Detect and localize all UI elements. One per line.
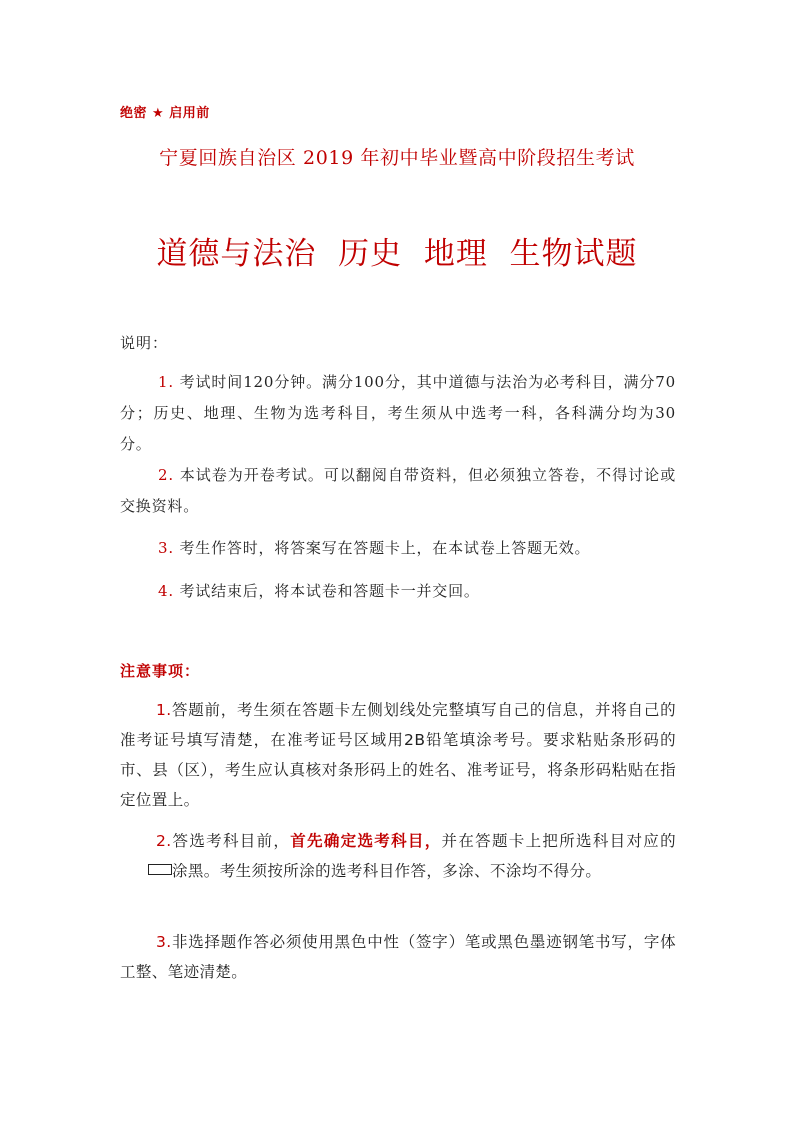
note-number: 1. (156, 701, 172, 719)
note-item-2 (120, 826, 676, 886)
instruction-text: 考试结束后，将本试卷和答题卡一并交回。 (173, 582, 480, 600)
note-number: 3. (156, 933, 172, 951)
notes-label: 注意事项： (120, 662, 201, 680)
note-number: 2. (156, 832, 172, 850)
instruction-item-1 (120, 367, 676, 460)
instruction-number: 3. (158, 539, 174, 557)
instruction-number: 1. (158, 373, 174, 391)
note-emphasis: 首先确定选考科目， (290, 832, 442, 850)
confidential-label: 绝密 ★ 启用前 (120, 106, 210, 121)
instruction-number: 2. (158, 466, 174, 484)
note-item-1 (120, 695, 676, 815)
instruction-text: 考生作答时，将答案写在答题卡上，在本试卷上答题无效。 (173, 539, 591, 557)
note-text-part1: 答选考科目前， (171, 832, 291, 850)
instruction-item-4 (120, 576, 676, 607)
note-text-part3: 涂黑。考生须按所涂的选考科目作答，多涂、不涂均不得分。 (172, 862, 602, 880)
instruction-item-3 (120, 533, 676, 564)
note-text: 非选择题作答必须使用黑色中性（签字）笔或黑色墨迹钢笔书写，字体工整、笔迹清楚。 (120, 933, 676, 981)
instruction-text: 考试时间120分钟。满分100分，其中道德与法治为必考科目，满分70分；历史、地理、生物为选考科目，考生须从中选考一科，各科满分均为30分。 (120, 373, 676, 453)
note-text-part2: 并在答题卡上把所选科目对应的 (441, 832, 676, 850)
instruction-item-2 (120, 460, 676, 522)
note-item-3 (120, 927, 676, 987)
exam-title: 宁夏回族自治区 2019 年初中毕业暨高中阶段招生考试 (159, 147, 635, 169)
instructions-label: 说明： (120, 334, 169, 352)
instruction-number: 4. (158, 582, 174, 600)
main-title: 道德与法治 历史 地理 生物试题 (156, 236, 638, 272)
fill-box-icon (148, 864, 172, 875)
instruction-text: 本试卷为开卷考试。可以翻阅自带资料，但必须独立答卷，不得讨论或交换资料。 (120, 466, 676, 515)
note-text: 答题前，考生须在答题卡左侧划线处完整填写自己的信息，并将自己的准考证号填写清楚，在准考证号区域用2B铅笔填涂考号。要求粘贴条形码的市、县（区），考生应认真核对条形码上的姓名、准考证号，将条形码粘贴在指定位置上。 (120, 701, 676, 809)
